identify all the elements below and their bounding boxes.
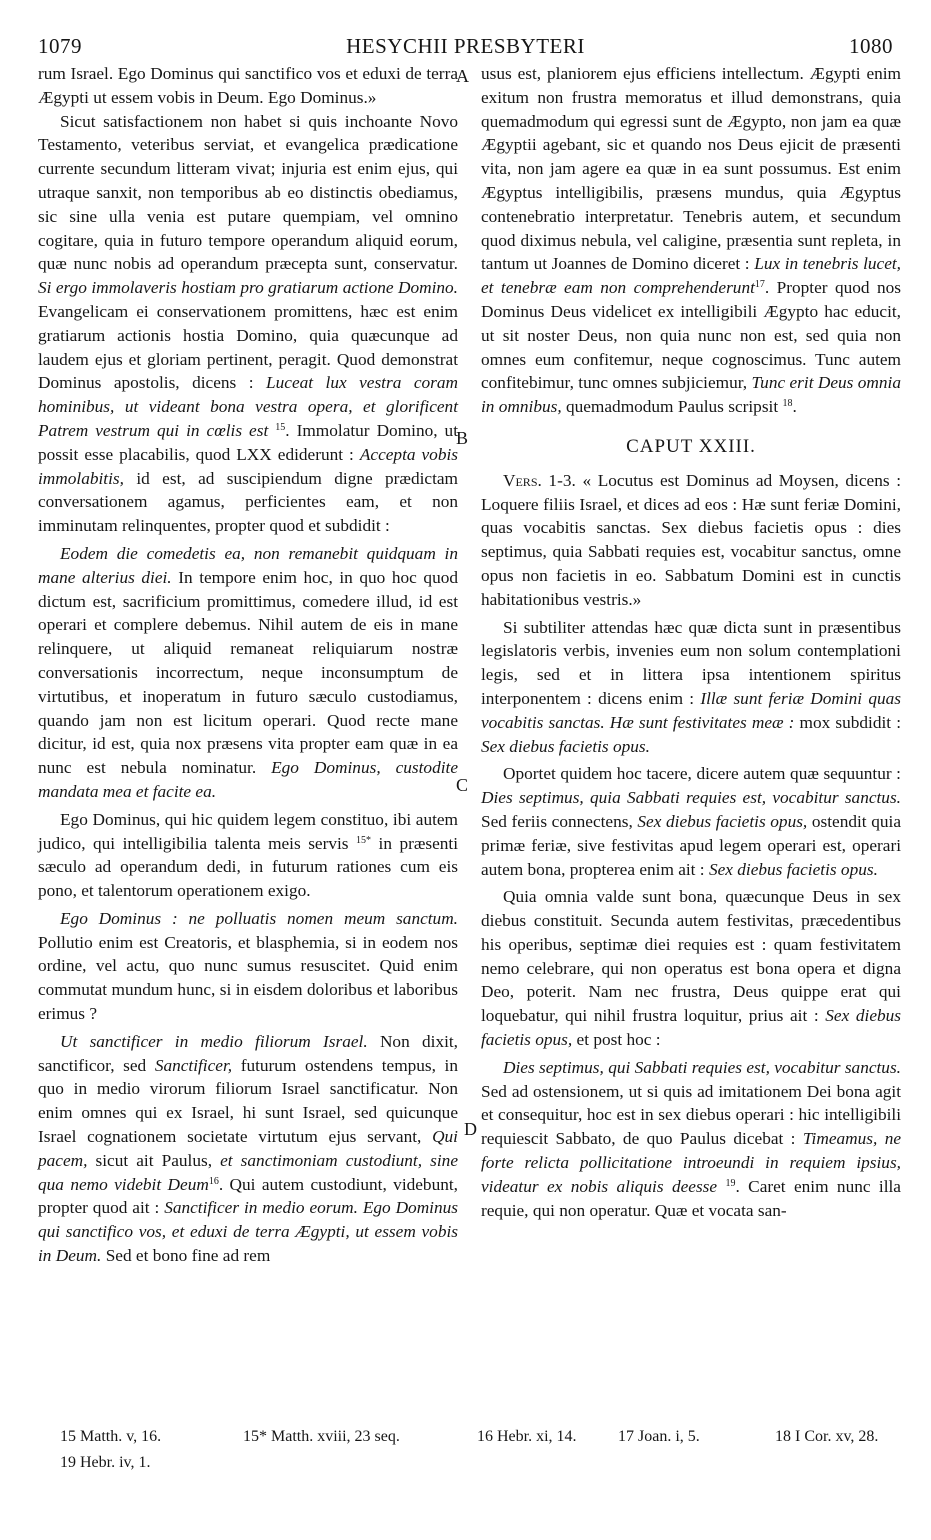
- paragraph: Dies septimus, qui Sabbati requies est, vocabitur sanctus. Sed ad ostensionem, ut si quis ad imitationem Dei bona agit et consequitur, hoc est in sex diebus operari : hic intelligibili requiescit Sabbato, de quo Paulus dicebat : Timeamus, ne forte relicta pollicitatione introeundi in requiem ipsius, videatur ex nobis aliquis deesse $^{19}$. Caret enim nunc illa requie, qui non operatur. Quæ et vocata san-: [481, 1057, 901, 1220]
- footnote: 16 Hebr. xi, 14.: [477, 1428, 577, 1445]
- footnote-ref: 19: [725, 1177, 736, 1189]
- footnote-ref: 15: [275, 421, 286, 433]
- verse-label: Vers. 1-3.: [503, 470, 576, 490]
- margin-marker-b: B: [456, 428, 469, 448]
- footnote-ref: 15*: [356, 834, 372, 846]
- footnote: 19 Hebr. iv, 1.: [60, 1454, 151, 1471]
- footnote: 15 Matth. v, 16.: [60, 1428, 162, 1445]
- margin-marker-c: C: [456, 775, 469, 795]
- running-title: HESYCHII PRESBYTERI: [346, 34, 585, 58]
- page-number-right: 1080: [849, 34, 893, 58]
- footnote: 15* Matth. xviii, 23 seq.: [243, 1428, 400, 1445]
- footnote-ref: 18: [782, 398, 793, 410]
- footnote-ref: 16: [208, 1175, 219, 1187]
- running-header: [38, 34, 893, 64]
- paragraph: Si subtiliter attendas hæc quæ dicta sunt in præsentibus legislatoris verbis, invenies eum non solum contemplationi legis, sed et in littera ipsa intentionem spiritus interponentem : dicens enim : Illæ sunt feriæ Domini quas vocabitis sanctas. Hæ sunt festivitates meæ : mox subdidit : Sex diebus facietis opus.: [481, 617, 901, 756]
- margin-marker-a: A: [456, 66, 469, 86]
- paragraph: Ego Dominus : ne polluatis nomen meum sanctum. Pollutio enim est Creatoris, et blasphemia, si in eodem nos ordine, vel actu, quo nunc sumus resuscitet. Quid enim commutat mundum hunc, si in eisdem doloribus et laboribus erimus ?: [38, 908, 458, 1024]
- margin-marker-d: D: [464, 1119, 477, 1139]
- left-column: [38, 62, 458, 1268]
- paragraph: Oportet quidem hoc tacere, dicere autem quæ sequuntur : Dies septimus, quia Sabbati requies est, vocabitur sanctus. Sed feriis connectens, Sex diebus facietis opus, ostendit quia primæ feriæ, sive festivitas apud legem operari est, operari autem bona, propterea enim ait : Sex diebus facietis opus.: [481, 764, 901, 879]
- paragraph: Vers. 1-3. « Locutus est Dominus ad Moysen, dicens : Loquere filiis Israel, et dices ad eos : Hæ sunt feriæ Domini, quas vocabitis sanctas. Sex diebus facietis opus : dies septimus, quia Sabbati requies est, vocabitur sanctus, omne opus non facietis in eo. Sabbatum Domini est in cunctis habitationibus vestris.»: [481, 470, 901, 609]
- footnote: 18 I Cor. xv, 28.: [775, 1428, 879, 1445]
- chapter-heading: CAPUT XXIII.: [626, 435, 756, 457]
- footnote-ref: 17: [754, 279, 765, 291]
- paragraph: rum Israel. Ego Dominus qui sanctifico vos et eduxi de terra Ægypti ut essem vobis in Deum. Ego Dominus.»: [38, 64, 458, 107]
- footnote: 17 Joan. i, 5.: [618, 1428, 700, 1445]
- paragraph: Sicut satisfactionem non habet si quis inchoante Novo Testamento, veteribus serviat, et evangelica prædicatione currente secundum litteram vivat; injuria est enim ejus, qui utraque sanxit, non temporibus ab eo distinctis obediamus, sic sine ulla venia est putare quempiam, vel omnino cogitare, quia in futuro tempore operandum aliquid eorum, quæ nunc nobis ad operandum præcepta sunt, conservatur. Si ergo immolaveris hostiam pro gratiarum actione Domino. Evangelicam ei conservationem promittens, hæc est enim gratiarum actionis hostia Domino, quia quæcunque ad laudem ejus et gloriam pertinent, peragit. Quod demonstrat Dominus apostolis, dicens : Luceat lux vestra coram hominibus, ut videant bona vestra opera, et glorificent Patrem vestrum qui in cœlis est $^{15}$. Immolatur Domino, ut possit esse placabilis, quod LXX ediderunt : Accepta vobis immolabitis, id est, ad suscipiendum digne prædictam conversationem agamus, perficientes eam, et non imminutam relinquentes, propter quod et subdidit :: [38, 111, 458, 536]
- right-column: [481, 62, 901, 1222]
- paragraph: Quia omnia valde sunt bona, quæcunque Deus in sex diebus constituit. Secunda autem festivitas, præcedentibus his operibus, septimæ diei requies est : quam festivitatem nemo celebrare, qui non operatus est bona opera et digna Deo, poterit. Nam nec frustra, Deus quippe erat qui loquebatur, qui nihil frustra loquitur, prius ait : Sex diebus facietis opus, et post hoc :: [481, 887, 901, 1050]
- page-number-left: 1079: [38, 34, 82, 58]
- paragraph: Ut sanctificer in medio filiorum Israel. Non dixit, sanctificor, sed Sanctificer, futurum ostendens tempus, in quo in medio virorum filiorum Israel sanctificatur. Non enim omnes qui ex Israel, hi sunt Israel, sed quicunque Israel cognationem societate virtutum ejus servant, Qui pacem, sicut ait Paulus, et sanctimoniam custodiunt, sine qua nemo videbit Deum$^{16}$. Qui autem custodiunt, videbunt, propter quod ait : Sanctificer in medio eorum. Ego Dominus qui sanctifico vos, et eduxi de terra Ægypti, ut essem vobis in Deum. Sed et bono fine ad rem: [38, 1031, 459, 1266]
- paragraph: Eodem die comedetis ea, non remanebit quidquam in mane alterius diei. In tempore enim hoc, in quo hoc quod dictum est, sacrificium promittimus, comedere illud, id est operari et complere debemus. Nihil autem de eis in mane relinquere, ut aliquid remaneat reliquiarum nostræ conversationis incorrectum, neque inconsumptum de virtutibus, et inoperatum in futuro sæculo custodiamus, quando jam non est licitum operari. Quod recte mane dicitur, id est, quia nox præsens vita propter eam quæ in ea nunc est nebula nominatur. Ego Dominus, custodite mandata mea et facite ea.: [38, 543, 458, 801]
- paragraph: Ego Dominus, qui hic quidem legem constituo, ibi autem judico, qui intelligibilia talenta meis servis $^{15*}$ in præsenti sæculo ad operandum dedi, in futurum rationes cum eis pono, et talentorum operationem exigo.: [38, 809, 459, 901]
- paragraph: usus est, planiorem ejus efficiens intellectum. Ægypti enim exitum non frustra memoratus et illud demonstrans, quia quemadmodum qui egressi sunt de Ægypto, non jam ea quæ Ægyptii agebant, sic et quando nos Deus ejicit de præsenti vita, non jam agere ea quæ in ea sunt possumus. Est enim Ægyptus intelligibilis, præsens mundus, quia Ægyptus contenebratio interpretatur. Tenebris autem, et secundum quod diximus nebula, vel caligine, præsentia sunt repleta, in tantum ut Joannes de Domino diceret : Lux in tenebris lucet, et tenebræ eam non comprehenderunt$^{17}$. Propter quod nos Dominus Deus videlicet ex intelligibili Ægypto hac educit, ut sit noster Deus, non quia nunc non est, sed quia non omnes eum confitemur, neque cognoscimus. Tunc autem confitebimur, tunc omnes subjiciemur, Tunc erit Deus omnia in omnibus, quemadmodum Paulus scripsit $^{18}$.: [481, 64, 901, 417]
